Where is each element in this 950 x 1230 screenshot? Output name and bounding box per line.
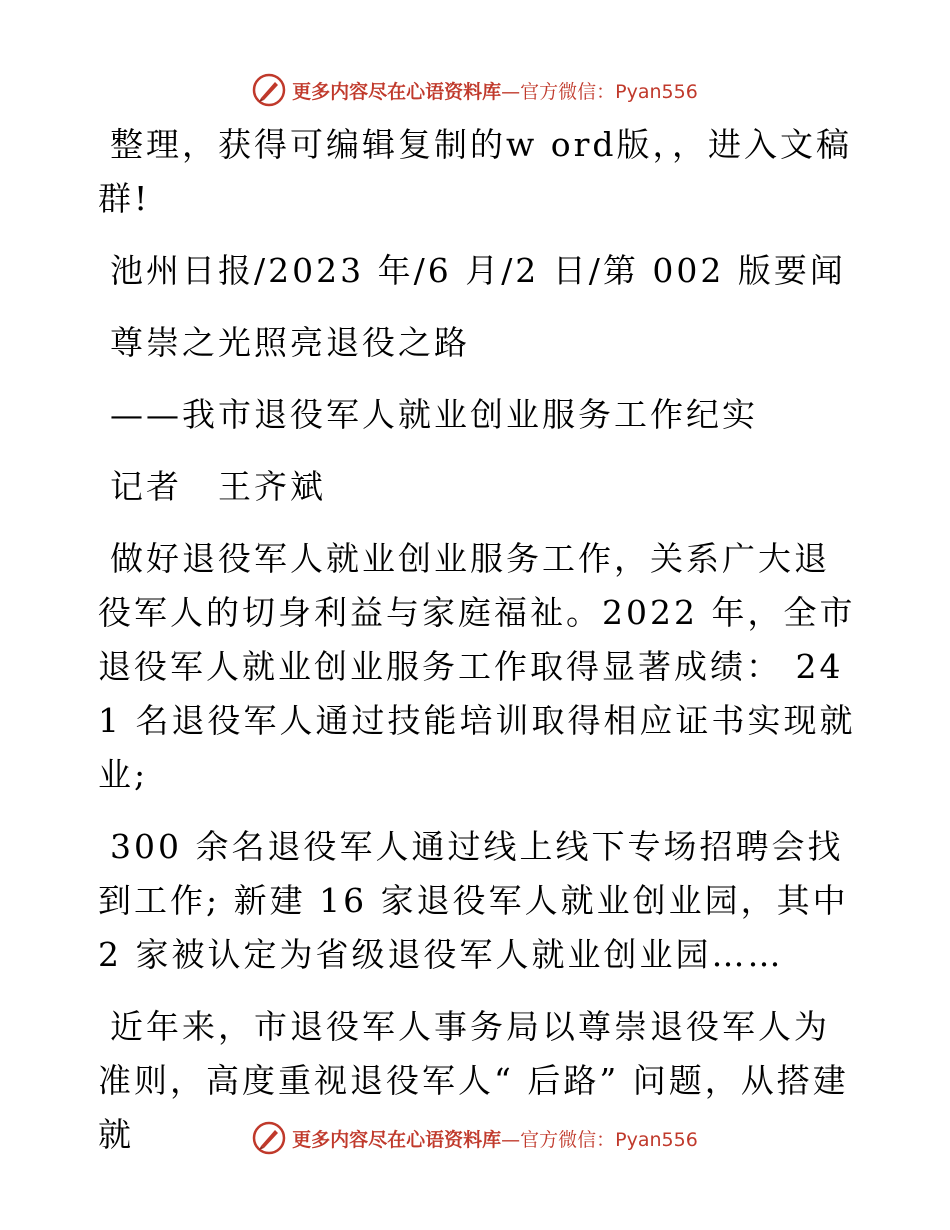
header-wechat-text: 官方微信：Pyan556 [520,80,698,103]
header-banner [0,70,950,110]
header-banner-text [292,77,698,104]
intro-paragraph: 整理，获得可编辑复制的w ord版，，进入文稿群! [98,125,853,218]
document-body [98,118,858,1180]
author-line: 记者 王齐斌 [110,467,326,506]
footer-banner [0,1118,950,1158]
quill-logo-icon [252,1121,286,1155]
header-banner-content [252,73,698,107]
source-line: 池州日报/2023 年/6 月/2 日/第 002 版要闻 [110,251,846,290]
footer-separator: — [501,1128,521,1151]
footer-promo-text: 更多内容尽在心语资料库 [292,1128,502,1151]
footer-banner-content [252,1121,698,1155]
body-paragraph-1: 做好退役军人就业创业服务工作，关系广大退役军人的切身利益与家庭福祉。2022 年，全市退役军人就业创业服务工作取得显著成绩： 241 名退役军人通过技能培训取得相应证书实现就业; [98,539,856,794]
footer-wechat-text: 官方微信：Pyan556 [520,1128,698,1151]
article-subtitle: ——我市退役军人就业创业服务工作纪实 [110,395,758,434]
article-title: 尊崇之光照亮退役之路 [110,323,470,362]
header-promo-text: 更多内容尽在心语资料库 [292,80,502,103]
quill-logo-icon [252,73,286,107]
body-paragraph-3: 近年来，市退役军人事务局以尊崇退役军人为准则，高度重视退役军人“ 后路” 问题，从搭建就 [98,1007,849,1154]
body-paragraph-2: 300 余名退役军人通过线上线下专场招聘会找到工作; 新建 16 家退役军人就业创业园，其中 2 家被认定为省级退役军人就业创业园…… [98,827,849,974]
footer-banner-text [292,1125,698,1152]
header-separator: — [501,80,521,103]
